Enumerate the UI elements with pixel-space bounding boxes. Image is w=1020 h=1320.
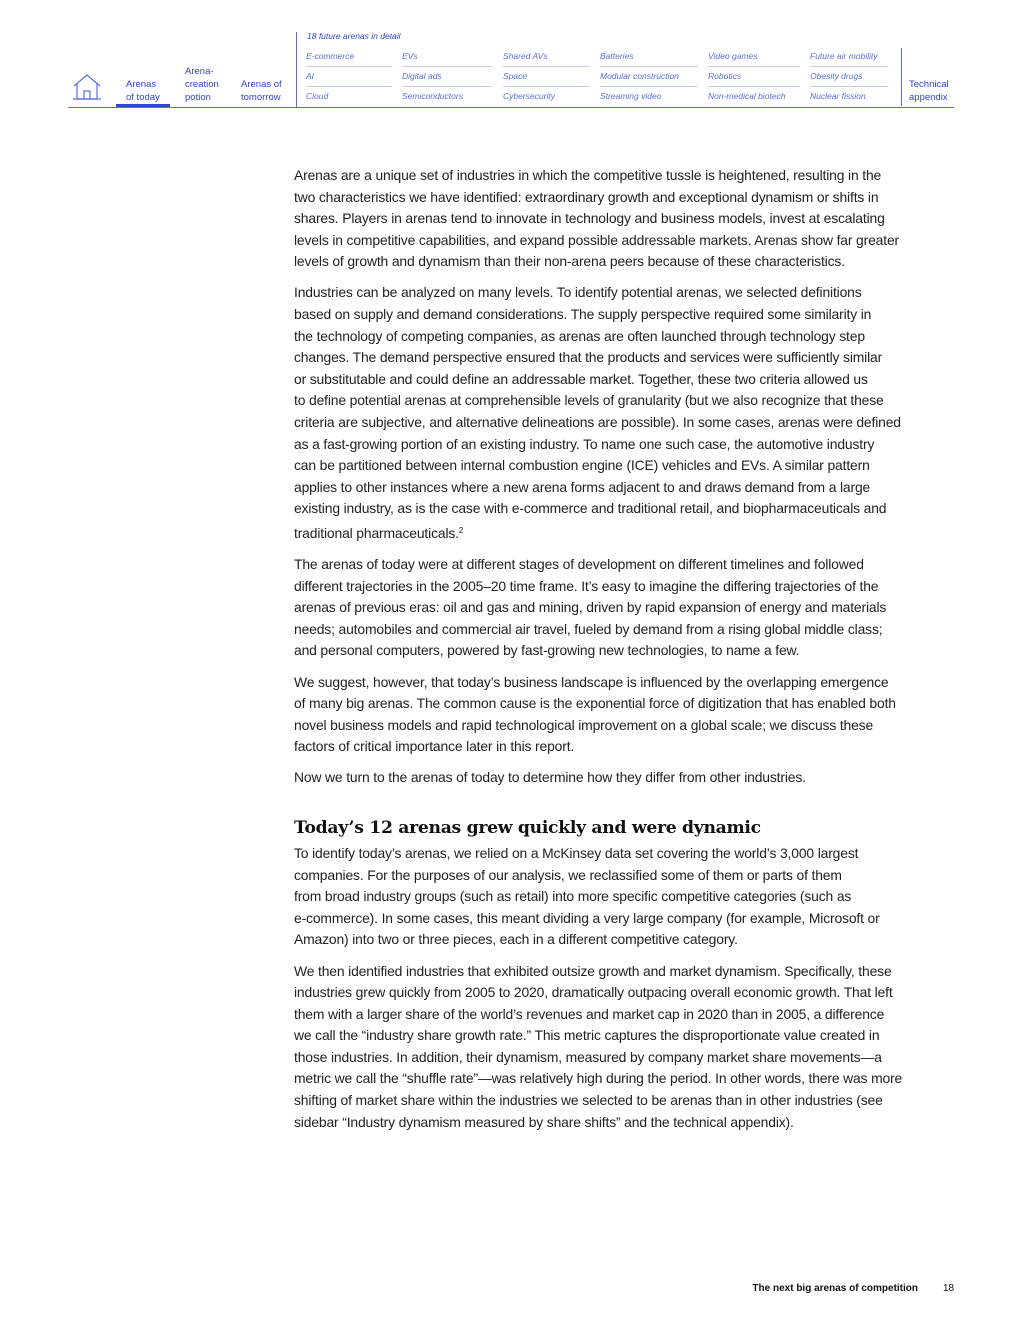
section-heading: Today’s 12 arenas grew quickly and were dynamic	[294, 818, 761, 839]
text-line: Now we turn to the arenas of today to determine how they differ from other industries.	[294, 769, 806, 786]
arena-link[interactable]: Nuclear fission	[810, 91, 866, 101]
text-line: shifting of market share within the industries we selected to be arenas than in other industries (see	[294, 1092, 883, 1109]
text-line: and personal computers, powered by fast-growing new technologies, to name a few.	[294, 642, 800, 659]
divider	[402, 66, 492, 67]
text-line: We suggest, however, that today’s business landscape is influenced by the overlapping emergence	[294, 673, 889, 690]
divider	[402, 86, 492, 87]
divider	[600, 66, 698, 67]
tab-label-line: of today	[126, 92, 160, 103]
text-line: industries grew quickly from 2005 to 2020, dramatically outpacing overall economic growth. That left	[294, 984, 893, 1001]
text-line: or substitutable and could define an addressable market. Together, these two criteria allowed us	[294, 370, 868, 387]
text-line: can be partitioned between internal combustion engine (ICE) vehicles and EVs. A similar pattern	[294, 457, 870, 474]
future-arenas-title: 18 future arenas in detail	[307, 31, 401, 41]
arena-link[interactable]: Robotics	[708, 71, 742, 81]
technical-appendix-divider	[901, 48, 902, 106]
text-line: we call the “industry share growth rate.” This metric captures the disproportionate value created in	[294, 1027, 880, 1044]
text-line: those industries. In addition, their dynamism, measured by company market share movements—a	[294, 1048, 882, 1065]
arena-link[interactable]: AI	[306, 71, 315, 81]
arena-link[interactable]: Shared AVs	[503, 51, 548, 61]
tab-arenas-of-tomorrow[interactable]	[241, 78, 282, 104]
divider	[708, 86, 800, 87]
text-line: The arenas of today were at different stages of development on different timelines and followed	[294, 556, 864, 573]
tab-label-line: creation	[185, 79, 219, 90]
arena-link[interactable]: Obesity drugs	[810, 71, 863, 81]
arena-link[interactable]: Cybersecurity	[503, 91, 555, 101]
text-line: arenas of previous eras: oil and gas and mining, driven by rapid expansion of energy and materials	[294, 599, 887, 616]
text-line: criteria are subjective, and alternative delineations are possible). In some cases, arenas were defined	[294, 414, 901, 431]
text-line: different trajectories in the 2005–20 time frame. It’s easy to imagine the differing trajectories of the	[294, 577, 879, 594]
text-line: levels of growth and dynamism than their non-arena peers because of these characteristics.	[294, 253, 845, 270]
arena-link[interactable]: Video games	[708, 51, 758, 61]
tab-label-line: Technical	[909, 79, 949, 90]
text-line: them with a larger share of the world’s revenues and market cap in 2020 than in 2005, a difference	[294, 1005, 885, 1022]
paragraph-transition	[294, 767, 958, 789]
tab-arena-creation-potion[interactable]	[185, 65, 219, 104]
paragraph-growth-dynamism	[294, 961, 958, 1134]
home-icon[interactable]	[72, 72, 102, 102]
text-line: shares. Players in arenas tend to innovate in technology and business models, invest at escalating	[294, 210, 885, 227]
text-line: Industries can be analyzed on many levels. To identify potential arenas, we selected definitions	[294, 284, 862, 301]
paragraph-arenas-definition	[294, 165, 958, 273]
arena-link[interactable]: Non-medical biotech	[708, 91, 786, 101]
text-line: of many big arenas. The common cause is the exponential force of digitization that has enabled both	[294, 695, 896, 712]
arena-link[interactable]: Semiconductors	[402, 91, 463, 101]
text-line: as a fast-growing portion of an existing industry. To name one such case, the automotive industry	[294, 435, 875, 452]
divider	[810, 66, 888, 67]
text-line: To identify today’s arenas, we relied on a McKinsey data set covering the world’s 3,000 largest	[294, 845, 859, 862]
tab-label-line: tomorrow	[241, 92, 281, 103]
text-line: changes. The demand perspective ensured that the products and services were sufficiently similar	[294, 349, 883, 366]
text-line: sidebar “Industry dynamism measured by share shifts” and the technical appendix).	[294, 1113, 794, 1130]
arena-link[interactable]: Modular construction	[600, 71, 679, 81]
arena-link[interactable]: Space	[503, 71, 528, 81]
text-line: Amazon) into two or three pieces, each in a different competitive category.	[294, 931, 738, 948]
arena-link[interactable]: EVs	[402, 51, 418, 61]
paragraph-identify-arenas	[294, 843, 958, 951]
arena-link[interactable]: E-commerce	[306, 51, 355, 61]
text-line: e-commerce). In some cases, this meant dividing a very large company (for example, Microsoft or	[294, 909, 880, 926]
text-line: existing industry, as is the case with e-commerce and traditional retail, and biopharmaceuticals and	[294, 500, 887, 517]
text-line: Arenas are a unique set of industries in which the competitive tussle is heightened, resulting in the	[294, 167, 882, 183]
tab-arenas-of-today[interactable]	[126, 78, 160, 104]
text-line: We then identified industries that exhibited outsize growth and market dynamism. Specifically, these	[294, 962, 892, 979]
text-line: levels in competitive capabilities, and expand possible addressable markets. Arenas show far greater	[294, 231, 900, 248]
page-number: 18	[943, 1283, 955, 1294]
nav-underline	[68, 107, 954, 108]
paragraph-business-landscape	[294, 672, 958, 758]
tab-label-line: Arena-	[185, 66, 214, 77]
text-line: two characteristics we have identified: extraordinary growth and exceptional dynamism or shifts in	[294, 188, 879, 205]
text-line: needs; automobiles and commercial air travel, fueled by demand from a rising global middle class;	[294, 620, 883, 637]
arena-link[interactable]: Cloud	[306, 91, 329, 101]
future-arenas-divider	[296, 32, 297, 107]
arena-link[interactable]: Batteries	[600, 51, 634, 61]
text-fragment: traditional pharmaceuticals.	[294, 525, 459, 541]
report-title: The next big arenas of competition	[752, 1283, 918, 1294]
divider	[708, 66, 800, 67]
paragraph-industry-analysis	[294, 282, 958, 544]
footnote-marker[interactable]: 2	[458, 526, 464, 535]
tab-label-line: appendix	[909, 92, 948, 103]
divider	[306, 66, 392, 67]
arena-link[interactable]: Streaming video	[600, 91, 662, 101]
divider	[503, 86, 590, 87]
divider	[503, 66, 590, 67]
text-line: to define potential arenas at comprehensible levels of granularity (but we also recognize that these	[294, 392, 884, 409]
tab-label-line: Arenas	[126, 79, 157, 90]
divider	[810, 86, 888, 87]
divider	[600, 86, 698, 87]
tab-technical-appendix[interactable]	[909, 78, 949, 104]
arena-link[interactable]: Digital ads	[402, 71, 442, 81]
text-line: metric we call the “shuffle rate”—was relatively high during the period. In other words, there was more	[294, 1070, 903, 1087]
text-line: the technology of competing companies, as arenas are often launched through technology step	[294, 327, 865, 344]
top-navigation	[0, 0, 1020, 112]
text-line: applies to other instances where a new arena forms adjacent to and draws demand from a large	[294, 478, 871, 495]
tab-label-line: potion	[185, 92, 211, 103]
text-line: factors of critical importance later in this report.	[294, 738, 575, 755]
text-line: based on supply and demand considerations. The supply perspective required some similarity in	[294, 306, 872, 323]
text-line	[294, 520, 958, 545]
article-body	[294, 165, 958, 1143]
text-line: from broad industry groups (such as retail) into more specific competitive categories (such as	[294, 888, 852, 905]
arena-link[interactable]: Future air mobility	[810, 51, 878, 61]
tab-label-line: Arenas of	[241, 79, 282, 90]
divider	[306, 86, 392, 87]
text-line: novel business models and rapid technological improvement on a global scale; we discuss these	[294, 716, 874, 733]
paragraph-arenas-timelines	[294, 554, 958, 662]
text-line: companies. For the purposes of our analysis, we reclassified some of them or parts of them	[294, 866, 842, 883]
